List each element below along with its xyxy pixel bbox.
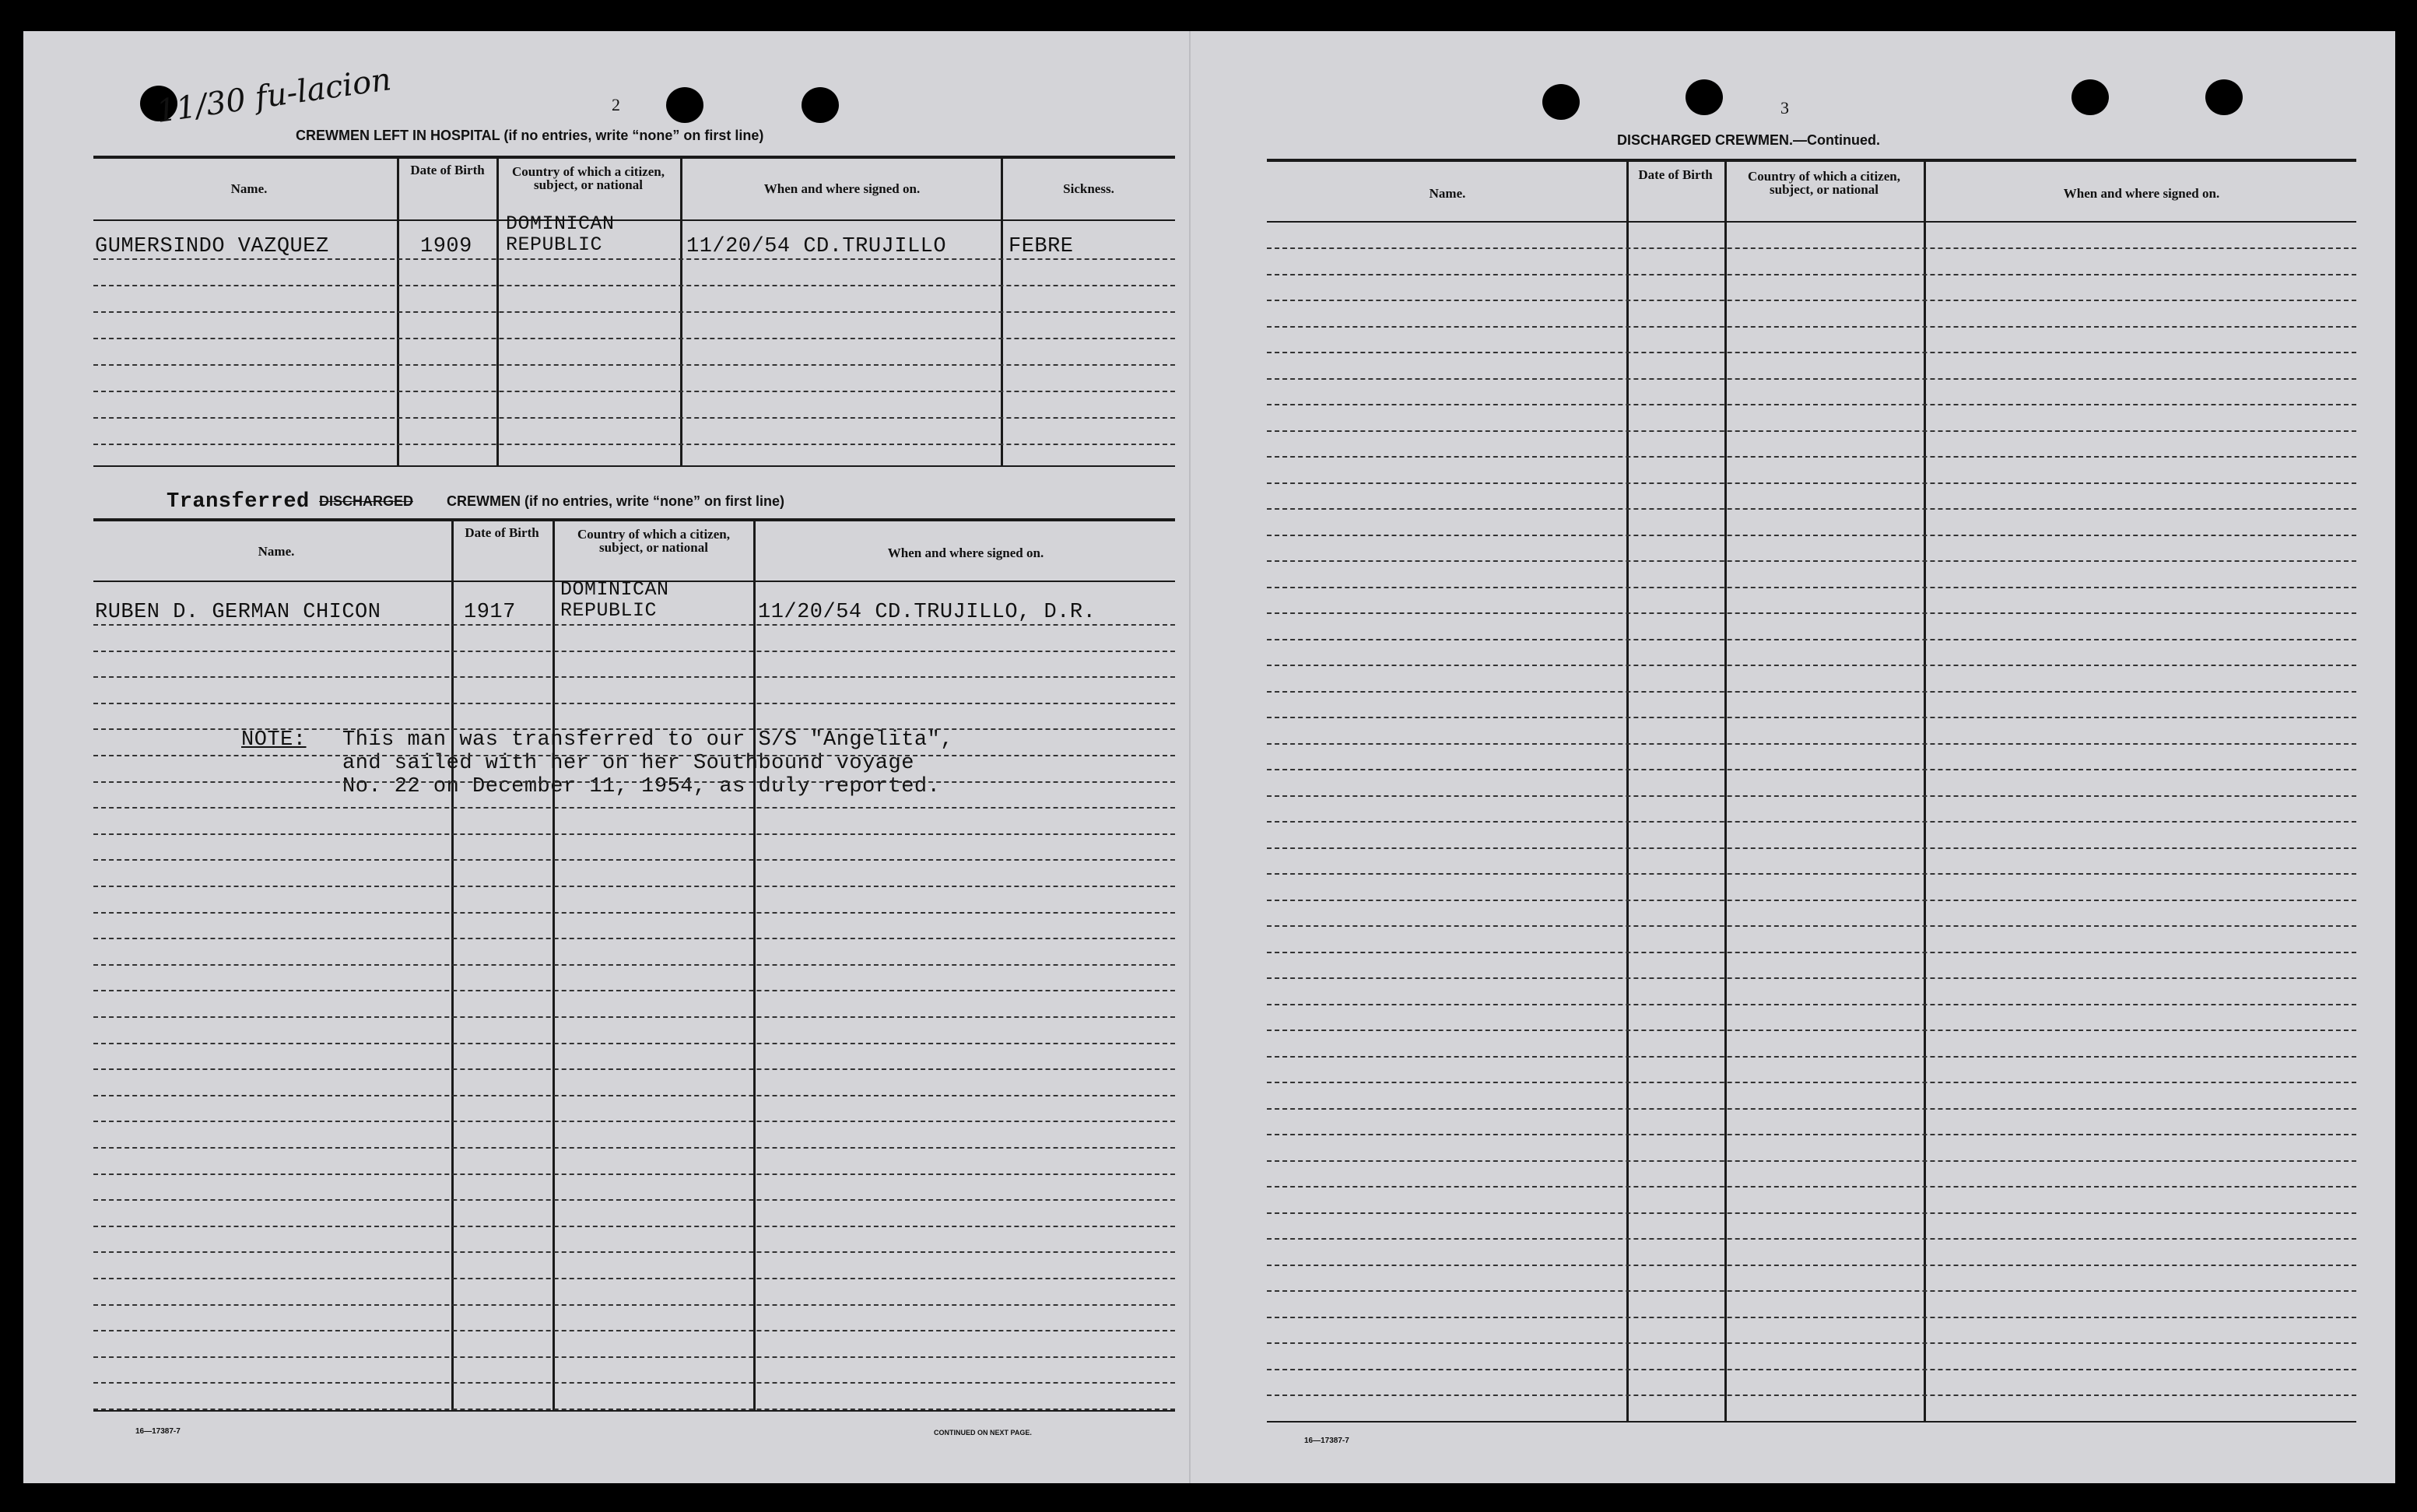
left-page: [23, 31, 1191, 1483]
note-line: No. 22 on December 11, 1954, as duly reported.: [342, 775, 941, 798]
ruled-line: [93, 338, 1175, 339]
ruled-line: [93, 417, 1175, 419]
ruled-line: [1267, 795, 2356, 797]
ruled-line: [1267, 482, 2356, 484]
ruled-line: [1267, 1004, 2356, 1005]
ruled-line: [1267, 769, 2356, 770]
typed-transferred: Transferred: [167, 490, 310, 514]
punch-hole: [2205, 79, 2243, 115]
ruled-line: [1267, 1238, 2356, 1240]
ruled-line: [1267, 977, 2356, 979]
column-divider: [1724, 159, 1727, 1423]
form-number: 16—17387-7: [1304, 1437, 1349, 1445]
ruled-line: [93, 1226, 1175, 1227]
table-rule: [93, 518, 1175, 521]
ruled-line: [1267, 247, 2356, 249]
col-header-signed: When and where signed on.: [887, 546, 1044, 560]
cell-signed: 11/20/54 CD.TRUJILLO, D.R.: [758, 601, 1096, 624]
ruled-line: [93, 444, 1175, 445]
ruled-line: [1267, 1134, 2356, 1135]
col-header-dob: Date of Birth: [410, 163, 485, 177]
ruled-line: [1267, 847, 2356, 849]
col-header-sickness: Sickness.: [1063, 181, 1114, 196]
ruled-line: [93, 807, 1175, 809]
ruled-line: [93, 859, 1175, 861]
ruled-line: [1267, 1030, 2356, 1031]
hospital-section-title: CREWMEN LEFT IN HOSPITAL (if no entries, write “none” on first line): [296, 128, 764, 143]
punch-hole: [666, 87, 703, 123]
ruled-line: [93, 1278, 1175, 1279]
page-number: 3: [1780, 98, 1789, 118]
ruled-line: [1267, 326, 2356, 328]
table-rule: [93, 465, 1175, 467]
ruled-line: [1267, 1160, 2356, 1162]
ruled-line: [93, 938, 1175, 939]
ruled-line: [1267, 691, 2356, 693]
ruled-line: [1267, 743, 2356, 745]
table-rule: [93, 1410, 1175, 1412]
col-header-name: Name.: [230, 181, 268, 196]
ruled-line: [93, 1147, 1175, 1149]
ruled-line: [93, 833, 1175, 835]
col-header-country: Country of which a citizen, subject, or national: [512, 164, 665, 192]
ruled-line: [93, 1016, 1175, 1018]
ruled-line: [1267, 873, 2356, 875]
ruled-line: [93, 755, 1175, 756]
ruled-line: [1267, 352, 2356, 353]
ruled-line: [1267, 1186, 2356, 1187]
ruled-line: [93, 624, 1175, 626]
table-rule: [93, 156, 1175, 159]
ruled-line: [93, 990, 1175, 991]
ruled-line: [1267, 612, 2356, 614]
ruled-line: [93, 1382, 1175, 1384]
punch-hole: [802, 87, 839, 123]
ruled-line: [1267, 300, 2356, 301]
ruled-line: [1267, 1265, 2356, 1266]
column-divider: [1626, 159, 1629, 1423]
ruled-line: [93, 1068, 1175, 1070]
ruled-line: [93, 912, 1175, 914]
punch-hole: [2071, 79, 2109, 115]
ruled-line: [93, 1173, 1175, 1175]
ruled-line: [93, 1199, 1175, 1201]
ruled-line: [93, 1304, 1175, 1306]
col-header-signed: When and where signed on.: [763, 181, 921, 196]
cell-name: RUBEN D. GERMAN CHICON: [95, 601, 381, 624]
cell-name: GUMERSINDO VAZQUEZ: [95, 235, 329, 258]
ruled-line: [1267, 404, 2356, 405]
note-label: NOTE:: [241, 728, 307, 752]
col-header-dob: Date of Birth: [465, 525, 539, 540]
ruled-line: [93, 728, 1175, 730]
ruled-line: [93, 364, 1175, 366]
struck-discharged: DISCHARGED: [319, 493, 414, 509]
ruled-line: [1267, 639, 2356, 640]
right-page: [1191, 31, 2395, 1483]
ruled-line: [93, 285, 1175, 286]
ruled-line: [1267, 587, 2356, 588]
column-divider: [1924, 159, 1926, 1423]
table-rule: [1267, 159, 2356, 162]
ruled-line: [1267, 456, 2356, 458]
ruled-line: [93, 964, 1175, 966]
continued-note: CONTINUED ON NEXT PAGE.: [934, 1429, 1032, 1437]
cell-sickness: FEBRE: [1009, 235, 1074, 258]
discharged-section-title: DISCHARGED CREWMEN.—Continued.: [1617, 132, 1880, 148]
ruled-line: [1267, 535, 2356, 536]
punch-hole: [1686, 79, 1723, 115]
ruled-line: [1267, 508, 2356, 510]
note-line: and sailed with her on her Southbound voyage: [342, 752, 914, 775]
form-number: 16—17387-7: [135, 1427, 181, 1436]
ruled-line: [93, 1121, 1175, 1122]
cell-dob: 1917: [464, 601, 516, 624]
col-header-country: Country of which a citizen, subject, or national: [1748, 169, 1900, 197]
handwritten-annotation: 11/30 fu-lacion: [154, 61, 394, 130]
col-header-country: Country of which a citizen, subject, or national: [577, 527, 730, 555]
col-header-dob: Date of Birth: [1638, 167, 1713, 182]
ruled-line: [1267, 1056, 2356, 1058]
ruled-line: [93, 1095, 1175, 1096]
ruled-line: [1267, 1082, 2356, 1083]
ruled-line: [1267, 430, 2356, 432]
col-header-name: Name.: [258, 544, 295, 559]
ruled-line: [93, 391, 1175, 392]
ruled-line: [1267, 952, 2356, 953]
ruled-line: [1267, 378, 2356, 380]
cell-country: DOMINICAN REPUBLIC: [560, 578, 669, 622]
table-rule: [1267, 1421, 2356, 1423]
ruled-line: [1267, 1317, 2356, 1318]
ruled-line: [93, 1251, 1175, 1253]
ruled-line: [1267, 1369, 2356, 1370]
ruled-line: [93, 676, 1175, 678]
ruled-line: [93, 781, 1175, 783]
cell-signed: 11/20/54 CD.TRUJILLO: [686, 235, 947, 258]
ruled-line: [1267, 717, 2356, 718]
ruled-line: [93, 651, 1175, 652]
ruled-line: [1267, 1108, 2356, 1110]
ruled-line: [93, 311, 1175, 313]
cell-dob: 1909: [420, 235, 472, 258]
cell-country: DOMINICAN REPUBLIC: [506, 212, 615, 256]
ruled-line: [93, 886, 1175, 887]
ruled-line: [1267, 925, 2356, 927]
col-header-signed: When and where signed on.: [2063, 186, 2220, 201]
ruled-line: [1267, 1342, 2356, 1344]
ruled-line: [1267, 1290, 2356, 1292]
ruled-line: [1267, 274, 2356, 275]
ruled-line: [1267, 900, 2356, 901]
ruled-line: [93, 1356, 1175, 1358]
note-line: This man was transferred to our S/S "Angelita",: [342, 728, 954, 752]
punch-hole: [1542, 84, 1580, 120]
ruled-line: [93, 1043, 1175, 1044]
ruled-line: [1267, 821, 2356, 823]
ruled-line: [1267, 1394, 2356, 1396]
col-header-name: Name.: [1429, 186, 1466, 201]
ruled-line: [1267, 1212, 2356, 1214]
ruled-line: [1267, 560, 2356, 562]
transferred-section-title: CREWMEN (if no entries, write “none” on first line): [447, 493, 785, 509]
ruled-line: [93, 703, 1175, 704]
ruled-line: [93, 258, 1175, 260]
table-rule: [1267, 221, 2356, 223]
page-number: 2: [612, 95, 620, 114]
ruled-line: [1267, 665, 2356, 666]
ruled-line: [93, 1330, 1175, 1331]
